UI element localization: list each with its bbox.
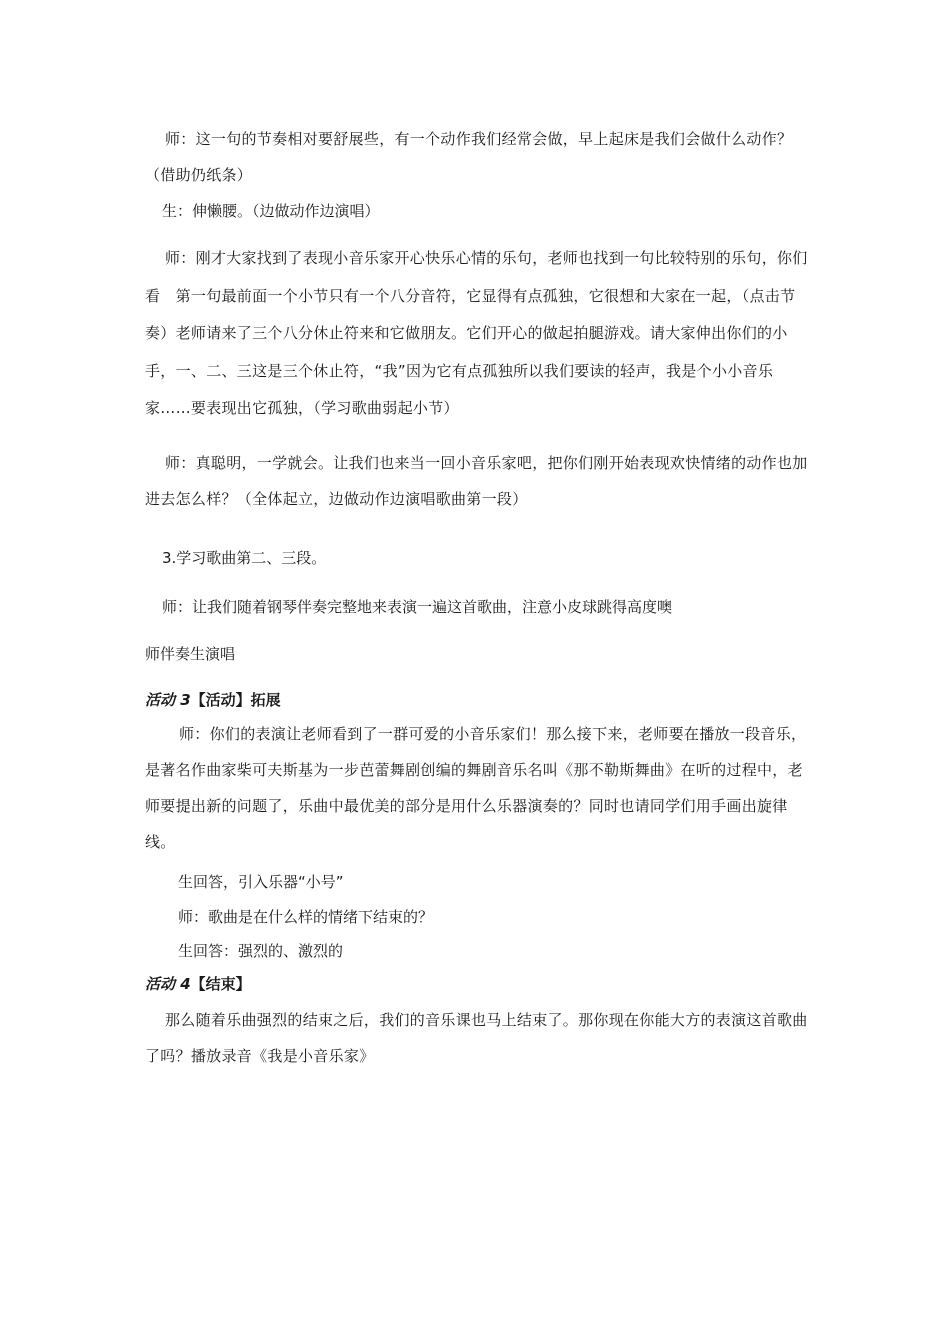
heading-activity-4-prefix: 活动 4	[145, 975, 191, 993]
paragraph-teacher-rhythm: 师：刚才大家找到了表现小音乐家开心快乐心情的乐句，老师也找到一句比较特别的乐句，你们看 第一句最前面一个小节只有一个八分音符，它显得有点孤独，它很想和大家在一起，（点击节奏）老师请来了三个八分休止符来和它做朋友。它们开心的做起拍腿游戏。请大家伸出你们的小手，一、二、三这是三个休止符，“我”因为它有点孤独所以我们要读的轻声，我是个小小音乐家……要表现出它孤独，（学习歌曲弱起小节）	[145, 249, 808, 417]
paragraph-teacher-music: 师：你们的表演让老师看到了一群可爱的小音乐家们！那么接下来，老师要在播放一段音乐，是著名作曲家柴可夫斯基为一步芭蕾舞剧创编的舞剧音乐名叫《那不勒斯舞曲》在听的过程中，老师要提出新的问题了，乐曲中最优美的部分是用什么乐器演奏的？同时也请同学们用手画出旋律线。	[145, 725, 807, 851]
heading-activity-4	[145, 973, 251, 995]
heading-activity-3-prefix: 活动 3	[145, 691, 191, 709]
paragraph-accompany: 师伴奏生演唱	[145, 645, 236, 663]
paragraph-student-stretch: 生：伸懒腰。（边做动作边演唱）	[162, 202, 380, 220]
paragraph-student-answer: 生回答：强烈的、激烈的	[178, 942, 344, 960]
paragraph-step-three: 3.学习歌曲第二、三段。	[162, 549, 327, 567]
paragraph-teacher-piano: 师：让我们随着钢琴伴奏完整地来表演一遍这首歌曲，注意小皮球跳得高度噢	[162, 598, 673, 616]
paragraph-ending: 那么随着乐曲强烈的结束之后，我们的音乐课也马上结束了。那你现在你能大方的表演这首歌曲了吗？播放录音《我是小音乐家》	[145, 1011, 808, 1065]
heading-activity-3	[145, 689, 281, 711]
heading-activity-3-suffix: 【活动】拓展	[190, 691, 281, 709]
paragraph-teacher-question: 师：歌曲是在什么样的情绪下结束的？	[178, 908, 434, 926]
heading-activity-4-suffix: 【结束】	[190, 975, 251, 993]
paragraph-teacher-stretch: 师：这一句的节奏相对要舒展些，有一个动作我们经常会做，早上起床是我们会做什么动作？（借助仍纸条）	[145, 130, 793, 184]
paragraph-teacher-praise: 师：真聪明，一学就会。让我们也来当一回小音乐家吧，把你们刚开始表现欢快情绪的动作也加进去怎么样？（全体起立，边做动作边演唱歌曲第一段）	[145, 454, 808, 508]
paragraph-student-trumpet: 生回答，引入乐器“小号”	[178, 873, 344, 891]
